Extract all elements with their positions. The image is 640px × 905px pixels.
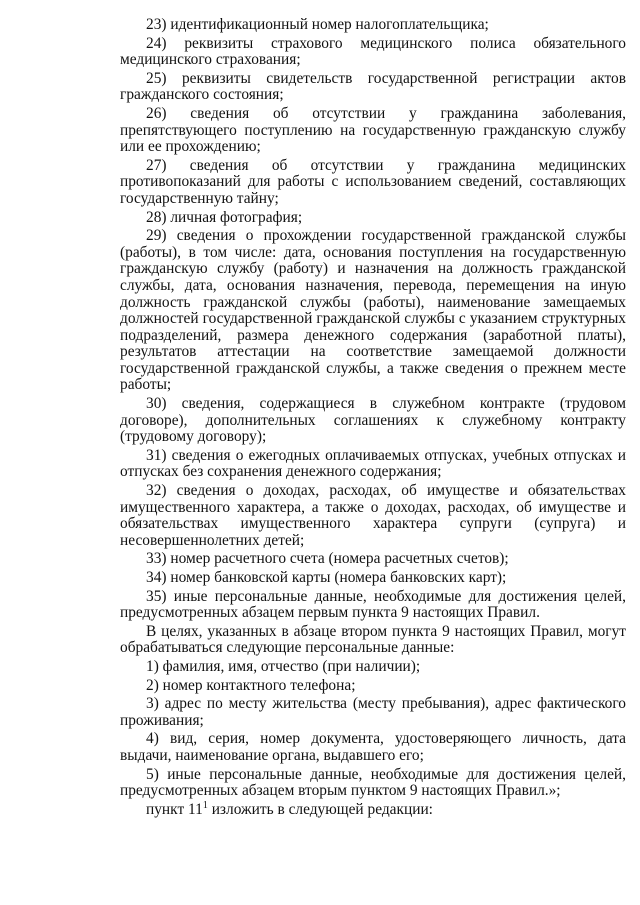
sub-item-2: 2) номер контактного телефона; xyxy=(146,676,356,694)
item-26: 26) сведения об отсутствии у гражданина заболевания, препятствующего поступлению на государственную гражданскую службу или ее прохождению; xyxy=(120,104,626,156)
item-34: 34) номер банковской карты (номера банковских карт); xyxy=(146,569,507,586)
item-32: 32) сведения о доходах, расходах, об имуществе и обязательствах имущественного характера, а также о доходах, расходах, об имуществе и обязательствах имущественного характера супруги (супруга) и несовершеннолетних детей; xyxy=(120,482,626,549)
amendment-suffix: изложить в следующей редакции: xyxy=(207,800,433,818)
amendment-superscript: 1 xyxy=(202,799,208,811)
item-24: 24) реквизиты страхового медицинского полиса обязательного медицинского страхования; xyxy=(120,34,626,69)
item-33: 33) номер расчетного счета (номера расчетных счетов); xyxy=(146,550,509,568)
document-body xyxy=(120,17,626,818)
item-29: 29) сведения о прохождении государственной гражданской службы (работы), в том числе: дата, основания поступления на государственную гражданскую службу (работу) и назначения на должность гражданской службы, дата, основания назначения, перевода, перемещения на иную должность гражданской службы (работы), наименование замещаемых должностей государственной гражданской службы с указанием структурных подразделений, размера денежного содержания (заработной платы), результатов аттестации на соответствие замещаемой должности государственной гражданской службы, а также сведения о прежнем месте работы; xyxy=(120,227,626,394)
item-30: 30) сведения, содержащиеся в служебном контракте (трудовом договоре), дополнительных соглашениях к служебному контракту (трудовому договору); xyxy=(120,395,626,446)
item-35: 35) иные персональные данные, необходимые для достижения целей, предусмотренных абзацем первым пункта 9 настоящих Правил. xyxy=(120,587,626,622)
sub-item-5: 5) иные персональные данные, необходимые для достижения целей, предусмотренных абзацем вторым пунктом 9 настоящих Правил.»; xyxy=(120,765,626,800)
item-25: 25) реквизиты свидетельств государственной регистрации актов гражданского состояния; xyxy=(120,69,626,104)
item-27: 27) сведения об отсутствии у гражданина медицинских противопоказаний для работы с использованием сведений, составляющих государственную тайну; xyxy=(120,156,626,207)
sub-item-4: 4) вид, серия, номер документа, удостоверяющего личность, дата выдачи, наименование органа, выдавшего его; xyxy=(120,730,626,764)
item-23: 23) идентификационный номер налогоплательщика; xyxy=(146,16,489,33)
amendment-prefix: пункт 11 xyxy=(146,800,203,818)
sub-item-1: 1) фамилия, имя, отчество (при наличии); xyxy=(146,657,421,675)
amendment-line xyxy=(120,799,626,819)
intro-paragraph: В целях, указанных в абзаце втором пункта 9 настоящих Правил, могут обрабатываться следующие персональные данные: xyxy=(120,622,626,657)
sub-item-3: 3) адрес по месту жительства (месту пребывания), адрес фактического проживания; xyxy=(120,695,626,729)
item-28: 28) личная фотография; xyxy=(146,208,303,226)
item-31: 31) сведения о ежегодных оплачиваемых отпусках, учебных отпусках и отпусках без сохранения денежного содержания; xyxy=(120,446,626,481)
